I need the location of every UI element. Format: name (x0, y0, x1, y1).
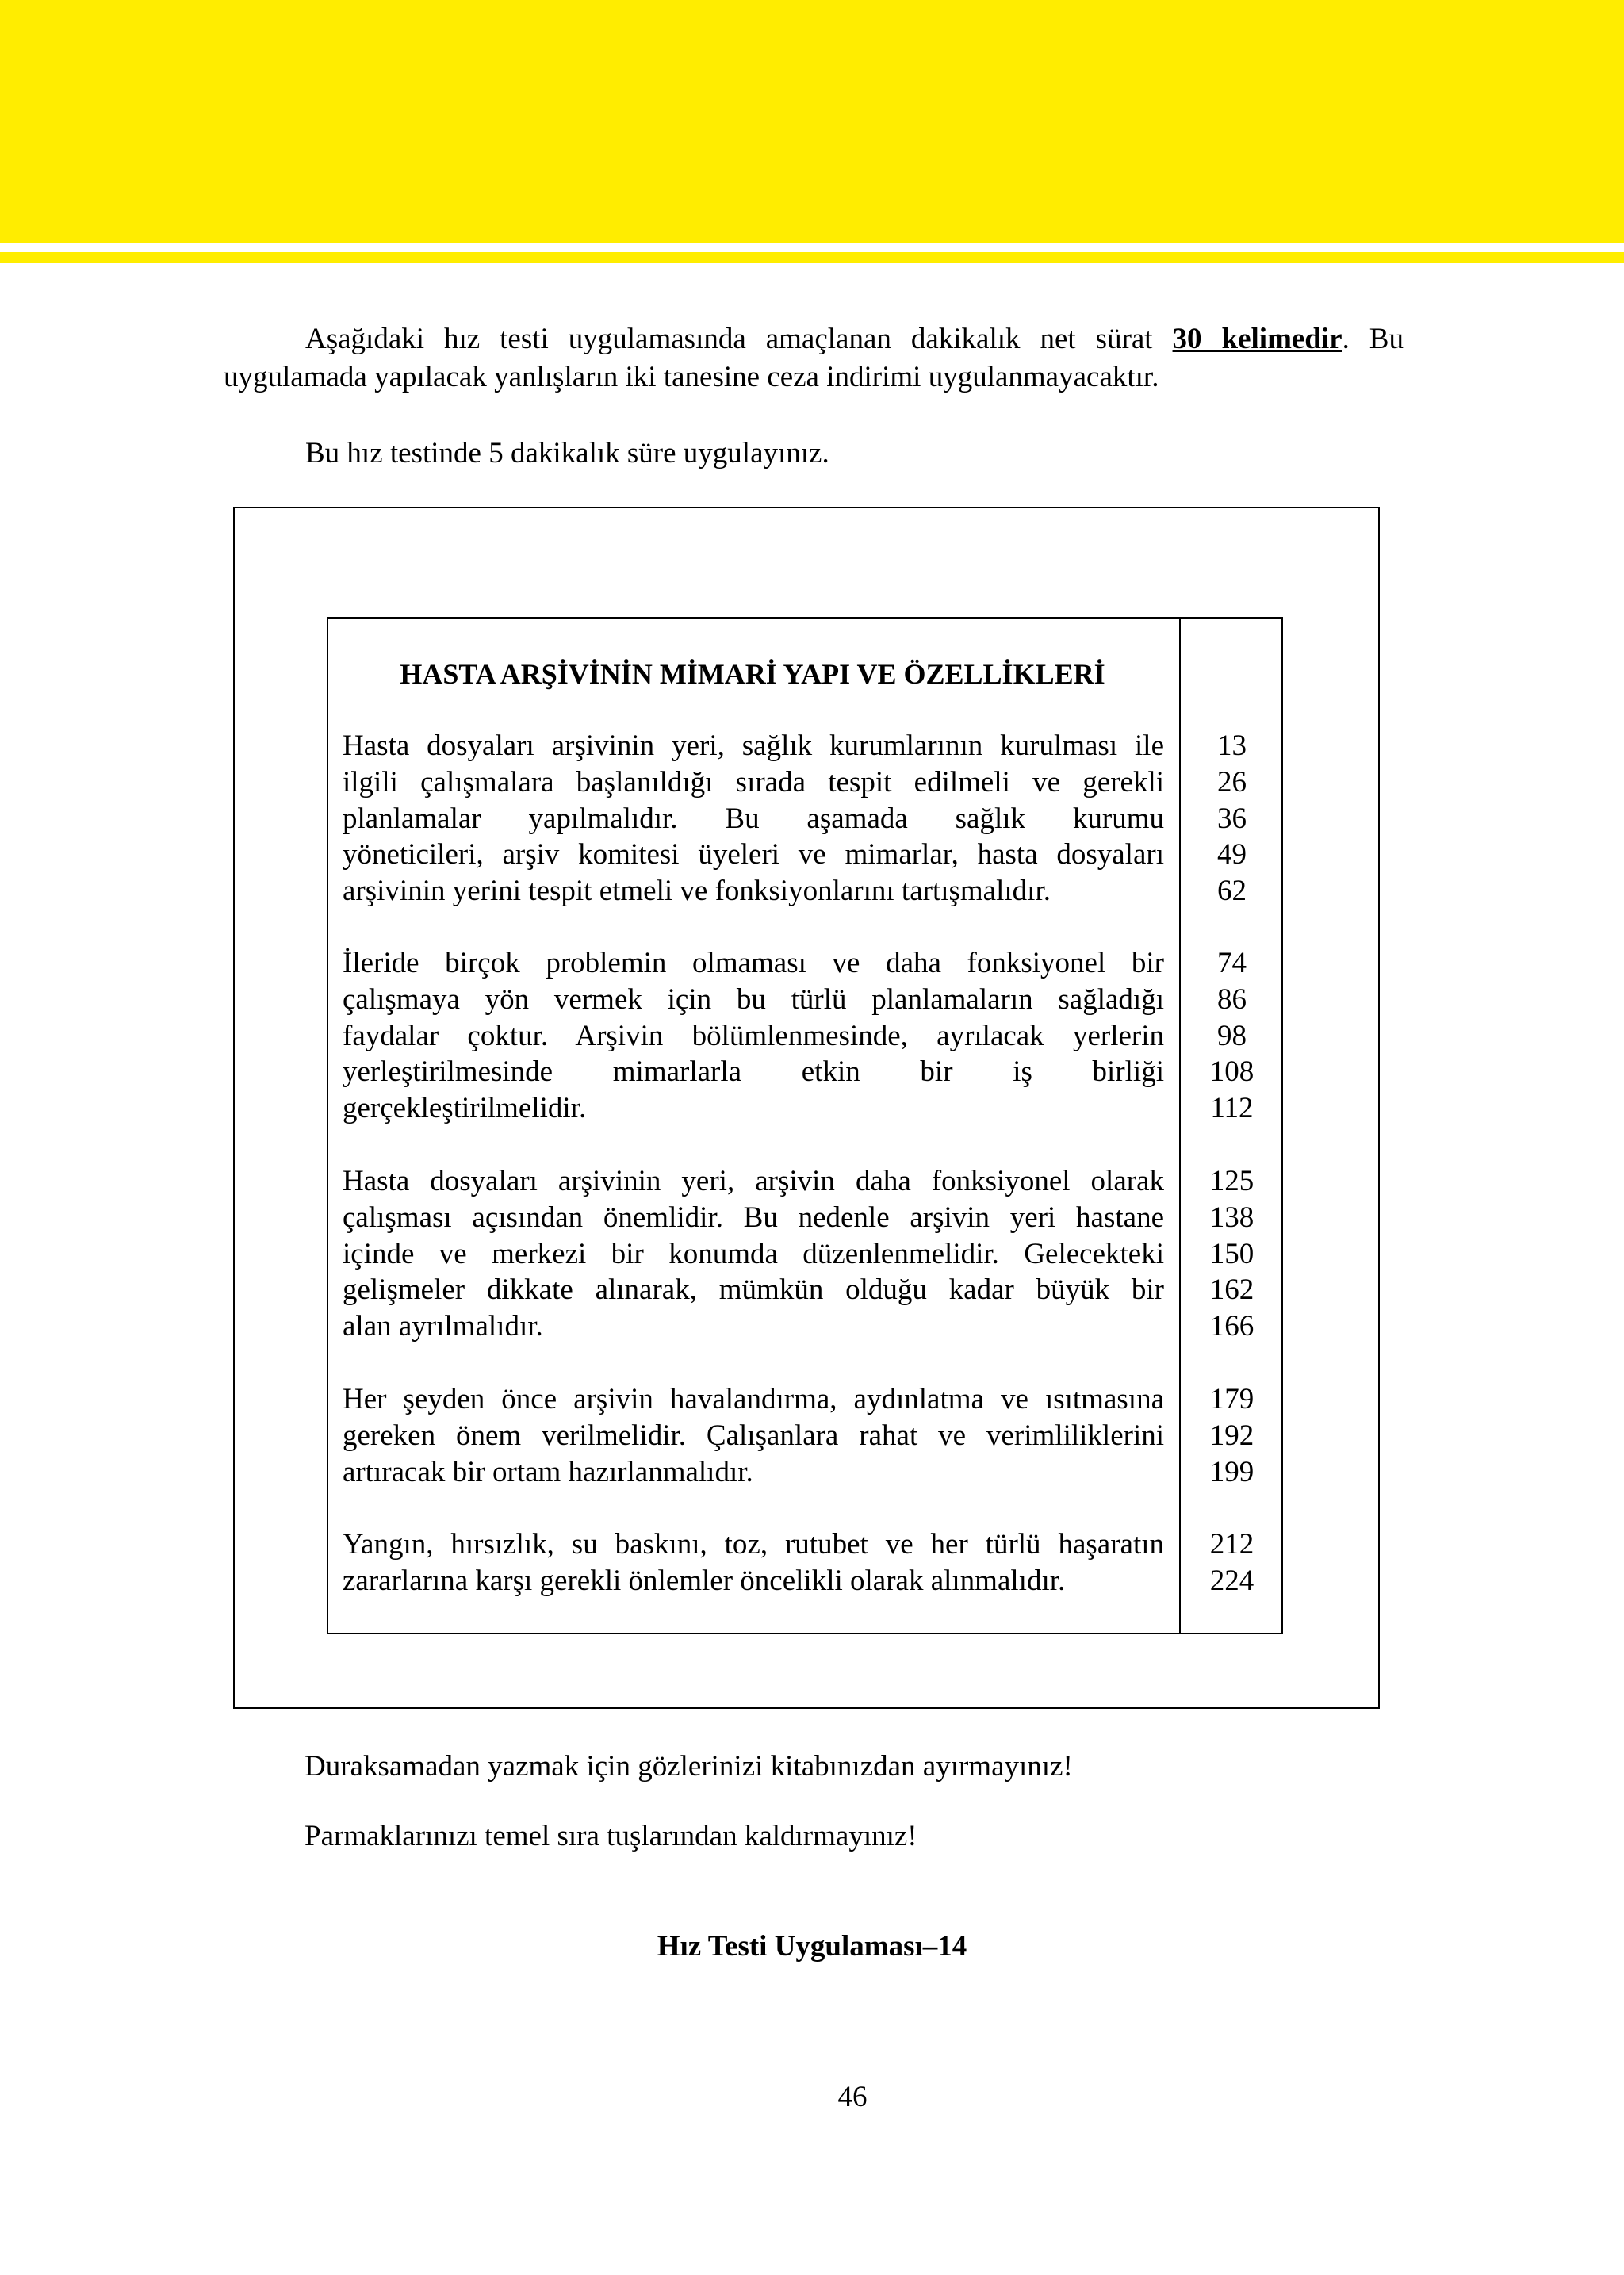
text-line: yöneticileri, arşiv komitesi üyeleri ve mimarlar, hasta dosyaları (343, 838, 1164, 871)
reminders (304, 1748, 1073, 1887)
word-count: 49 (1217, 838, 1247, 871)
text-line: gelişmeler dikkate alınarak, mümkün olduğu kadar büyük bir (343, 1273, 1164, 1307)
word-count: 108 (1209, 1055, 1254, 1089)
text-line: çalışması açısından önemlidir. Bu nedenle arşivin yeri hastane (343, 1201, 1164, 1234)
word-count: 166 (1209, 1310, 1254, 1343)
text-line: alan ayrılmalıdır. (343, 1310, 543, 1343)
page-number: 46 (837, 2081, 868, 2113)
text-line: artıracak bir ortam hazırlanmalıdır. (343, 1455, 753, 1488)
instructions-paragraph (224, 320, 1404, 396)
word-count-column (1181, 1526, 1283, 1599)
word-count-column (1181, 945, 1283, 1127)
word-count: 36 (1217, 802, 1247, 835)
word-count: 13 (1217, 730, 1247, 762)
reminder-eyes: Duraksamadan yazmak için gözlerinizi kitabınızdan ayırmayınız! (304, 1750, 1073, 1783)
exercise-caption: Hız Testi Uygulaması–14 (657, 1930, 967, 1963)
text-line: gerçekleştirilmelidir. (343, 1092, 587, 1125)
text-line: faydalar çoktur. Arşivin bölümlenmesinde, ayrılacak yerlerin (343, 1019, 1164, 1052)
instructions-text-start: Aşağıdaki hız testi uygulamasında amaçlanan dakikalık net sürat (305, 323, 1173, 355)
word-count: 125 (1209, 1165, 1254, 1197)
text-line: gereken önem verilmelidir. Çalışanlara rahat ve verimliliklerini (343, 1419, 1164, 1452)
word-count-column (1181, 728, 1283, 910)
reminder-fingers: Parmaklarınızı temel sıra tuşlarından kaldırmayınız! (304, 1820, 917, 1852)
word-count: 162 (1209, 1273, 1254, 1307)
word-count: 98 (1217, 1019, 1247, 1052)
header-color-band (0, 0, 1624, 243)
word-count-column (1181, 1163, 1283, 1345)
word-count: 86 (1217, 982, 1247, 1016)
text-line: İleride birçok problemin olmaması ve daha fonksiyonel bir (343, 947, 1164, 979)
text-line: çalışmaya yön vermek için bu türlü planlamaların sağladığı (343, 982, 1164, 1016)
header-color-stripe (0, 252, 1624, 263)
word-count: 224 (1209, 1564, 1254, 1597)
text-line: Hasta dosyaları arşivinin yeri, sağlık kurumlarının kurulması ile (343, 730, 1164, 762)
instructions-text-end: . Bu uygulamada yapılacak yanlışların iki tanesine ceza indirimi uygulanmayacaktır. (224, 323, 1404, 393)
word-count: 138 (1209, 1201, 1254, 1234)
instructions (224, 320, 1404, 473)
text-line: ilgili çalışmalara başlanıldığı sırada tespit edilmeli ve gerekli (343, 765, 1164, 799)
word-count: 179 (1209, 1383, 1254, 1415)
text-line: içinde ve merkezi bir konumda düzenlenmelidir. Gelecekteki (343, 1237, 1164, 1270)
text-line: zararlarına karşı gerekli önlemler öncelikli olarak alınmalıdır. (343, 1564, 1066, 1597)
text-line: Her şeyden önce arşivin havalandırma, aydınlatma ve ısıtmasına (343, 1383, 1164, 1415)
exercise-table (327, 617, 1283, 1634)
exercise-paragraph (343, 945, 1164, 1127)
word-count: 62 (1217, 875, 1247, 908)
exercise-paragraph (343, 1381, 1164, 1490)
target-speed: 30 kelimedir (1172, 323, 1342, 355)
word-count-column (1181, 1381, 1283, 1490)
text-line: planlamalar yapılmalıdır. Bu aşamada sağlık kurumu (343, 802, 1164, 835)
text-line: arşivinin yerini tespit etmeli ve fonksiyonlarını tartışmalıdır. (343, 875, 1051, 908)
exercise-paragraph (343, 1526, 1164, 1599)
text-line: yerleştirilmesinde mimarlarla etkin bir iş birliği (343, 1055, 1164, 1089)
exercise-paragraph (343, 1163, 1164, 1345)
word-count: 26 (1217, 765, 1247, 799)
word-count: 74 (1217, 947, 1247, 979)
word-count: 192 (1209, 1419, 1254, 1452)
word-count: 199 (1209, 1455, 1254, 1488)
text-line: Yangın, hırsızlık, su baskını, toz, rutubet ve her türlü haşaratın (343, 1528, 1164, 1561)
text-line: Hasta dosyaları arşivinin yeri, arşivin daha fonksiyonel olarak (343, 1165, 1164, 1197)
exercise-paragraph (343, 728, 1164, 910)
word-count: 112 (1210, 1092, 1254, 1125)
exercise-title: HASTA ARŞİVİNİN MİMARİ YAPI VE ÖZELLİKLERİ (400, 658, 1105, 690)
word-count: 212 (1209, 1528, 1254, 1561)
duration-instruction: Bu hız testinde 5 dakikalık süre uygulayınız. (305, 437, 829, 469)
word-count: 150 (1209, 1237, 1254, 1270)
